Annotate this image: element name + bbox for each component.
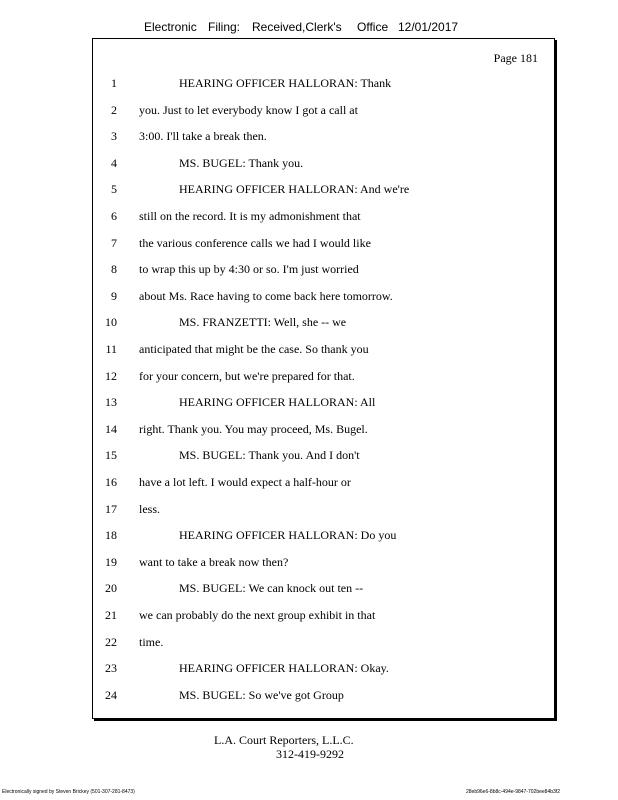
line-number: 14 — [105, 421, 117, 436]
transcript-line — [93, 156, 554, 176]
transcript-line — [93, 475, 554, 495]
transcript-line — [93, 528, 554, 548]
line-text: to wrap this up by 4:30 or so. I'm just worried — [139, 262, 359, 277]
transcript-line — [93, 608, 554, 628]
transcript-line — [93, 502, 554, 522]
line-number: 20 — [105, 581, 117, 596]
line-number: 21 — [105, 608, 117, 622]
line-number: 17 — [105, 501, 117, 516]
line-number: 1 — [111, 76, 117, 90]
transcript-line — [93, 369, 554, 389]
transcript-line — [93, 581, 554, 601]
line-text: still on the record. It is my admonishment that — [139, 209, 361, 223]
signature-right: 28eb96e6-8b8c-494e-9847-702bee84b3f2 — [466, 789, 560, 795]
line-text: MS. BUGEL: Thank you. And I don't — [179, 448, 360, 463]
footer-company: L.A. Court Reporters, L.L.C. — [214, 733, 354, 747]
transcript-line — [93, 422, 554, 442]
line-number: 18 — [105, 528, 117, 543]
line-number: 13 — [105, 395, 117, 410]
transcript-line — [93, 236, 554, 256]
line-number: 22 — [105, 634, 117, 649]
line-number: 5 — [111, 182, 117, 197]
line-text: about Ms. Race having to come back here tomorrow. — [139, 288, 393, 303]
line-text: 3:00. I'll take a break then. — [139, 129, 267, 144]
line-text: the various conference calls we had I would like — [139, 235, 371, 250]
line-number: 4 — [111, 155, 117, 170]
transcript-line — [93, 289, 554, 309]
line-text: time. — [139, 634, 164, 649]
line-text: HEARING OFFICER HALLORAN: And we're — [179, 182, 410, 197]
line-number: 23 — [105, 661, 117, 676]
transcript-line — [93, 103, 554, 123]
line-number: 10 — [105, 315, 117, 330]
line-number: 16 — [105, 475, 117, 489]
line-text: want to take a break now then? — [139, 554, 289, 569]
line-number: 8 — [111, 262, 117, 277]
transcript-line — [93, 555, 554, 575]
line-text: MS. BUGEL: Thank you. — [179, 155, 304, 170]
line-number: 19 — [105, 554, 117, 569]
filing-header-electronic: Electronic — [144, 20, 197, 34]
line-text: HEARING OFFICER HALLORAN: Do you — [179, 528, 397, 543]
transcript-line — [93, 262, 554, 282]
line-text: right. Thank you. You may proceed, Ms. Bugel. — [139, 421, 368, 436]
line-text: less. — [139, 501, 160, 516]
filing-header-office: Office — [357, 20, 389, 34]
transcript-line — [93, 342, 554, 362]
line-text: MS. BUGEL: So we've got Group — [179, 687, 344, 702]
line-text: HEARING OFFICER HALLORAN: Okay. — [179, 661, 389, 676]
line-number: 24 — [105, 687, 117, 702]
transcript-line — [93, 395, 554, 415]
line-number: 11 — [105, 342, 117, 356]
line-number: 9 — [111, 288, 117, 303]
line-number: 6 — [111, 209, 117, 223]
line-text: HEARING OFFICER HALLORAN: Thank — [179, 76, 392, 90]
line-text: MS. BUGEL: We can knock out ten -- — [179, 581, 364, 596]
transcript-line — [93, 635, 554, 655]
footer-phone: 312-419-9292 — [276, 747, 344, 761]
line-number: 2 — [111, 102, 117, 117]
signature-left: Electronically signed by Steven Brickey (501-307-281-8473) — [2, 789, 135, 795]
transcript-page — [92, 38, 555, 719]
line-text: HEARING OFFICER HALLORAN: All — [179, 395, 376, 410]
transcript-line — [93, 448, 554, 468]
filing-header-date: 12/01/2017 — [398, 20, 459, 34]
filing-header-received: Received,Clerk's — [252, 20, 342, 34]
transcript-line — [93, 688, 554, 708]
transcript-line — [93, 661, 554, 681]
transcript-line — [93, 209, 554, 229]
filing-header-filing: Filing: — [208, 20, 241, 34]
line-text: we can probably do the next group exhibit in that — [139, 608, 376, 622]
line-text: MS. FRANZETTI: Well, she -- we — [179, 315, 347, 330]
page-number: Page 181 — [493, 51, 538, 65]
line-text: anticipated that might be the case. So thank you — [139, 342, 369, 356]
line-text: for your concern, but we're prepared for that. — [139, 368, 355, 383]
line-number: 7 — [111, 235, 117, 250]
transcript-line — [93, 315, 554, 335]
transcript-line — [93, 182, 554, 202]
transcript-line — [93, 76, 554, 96]
line-number: 15 — [105, 448, 117, 463]
line-number: 12 — [105, 368, 117, 383]
transcript-line — [93, 129, 554, 149]
filing-header — [0, 20, 618, 38]
line-text: you. Just to let everybody know I got a call at — [139, 102, 358, 117]
line-text: have a lot left. I would expect a half-hour or — [139, 475, 351, 489]
line-number: 3 — [111, 129, 117, 144]
